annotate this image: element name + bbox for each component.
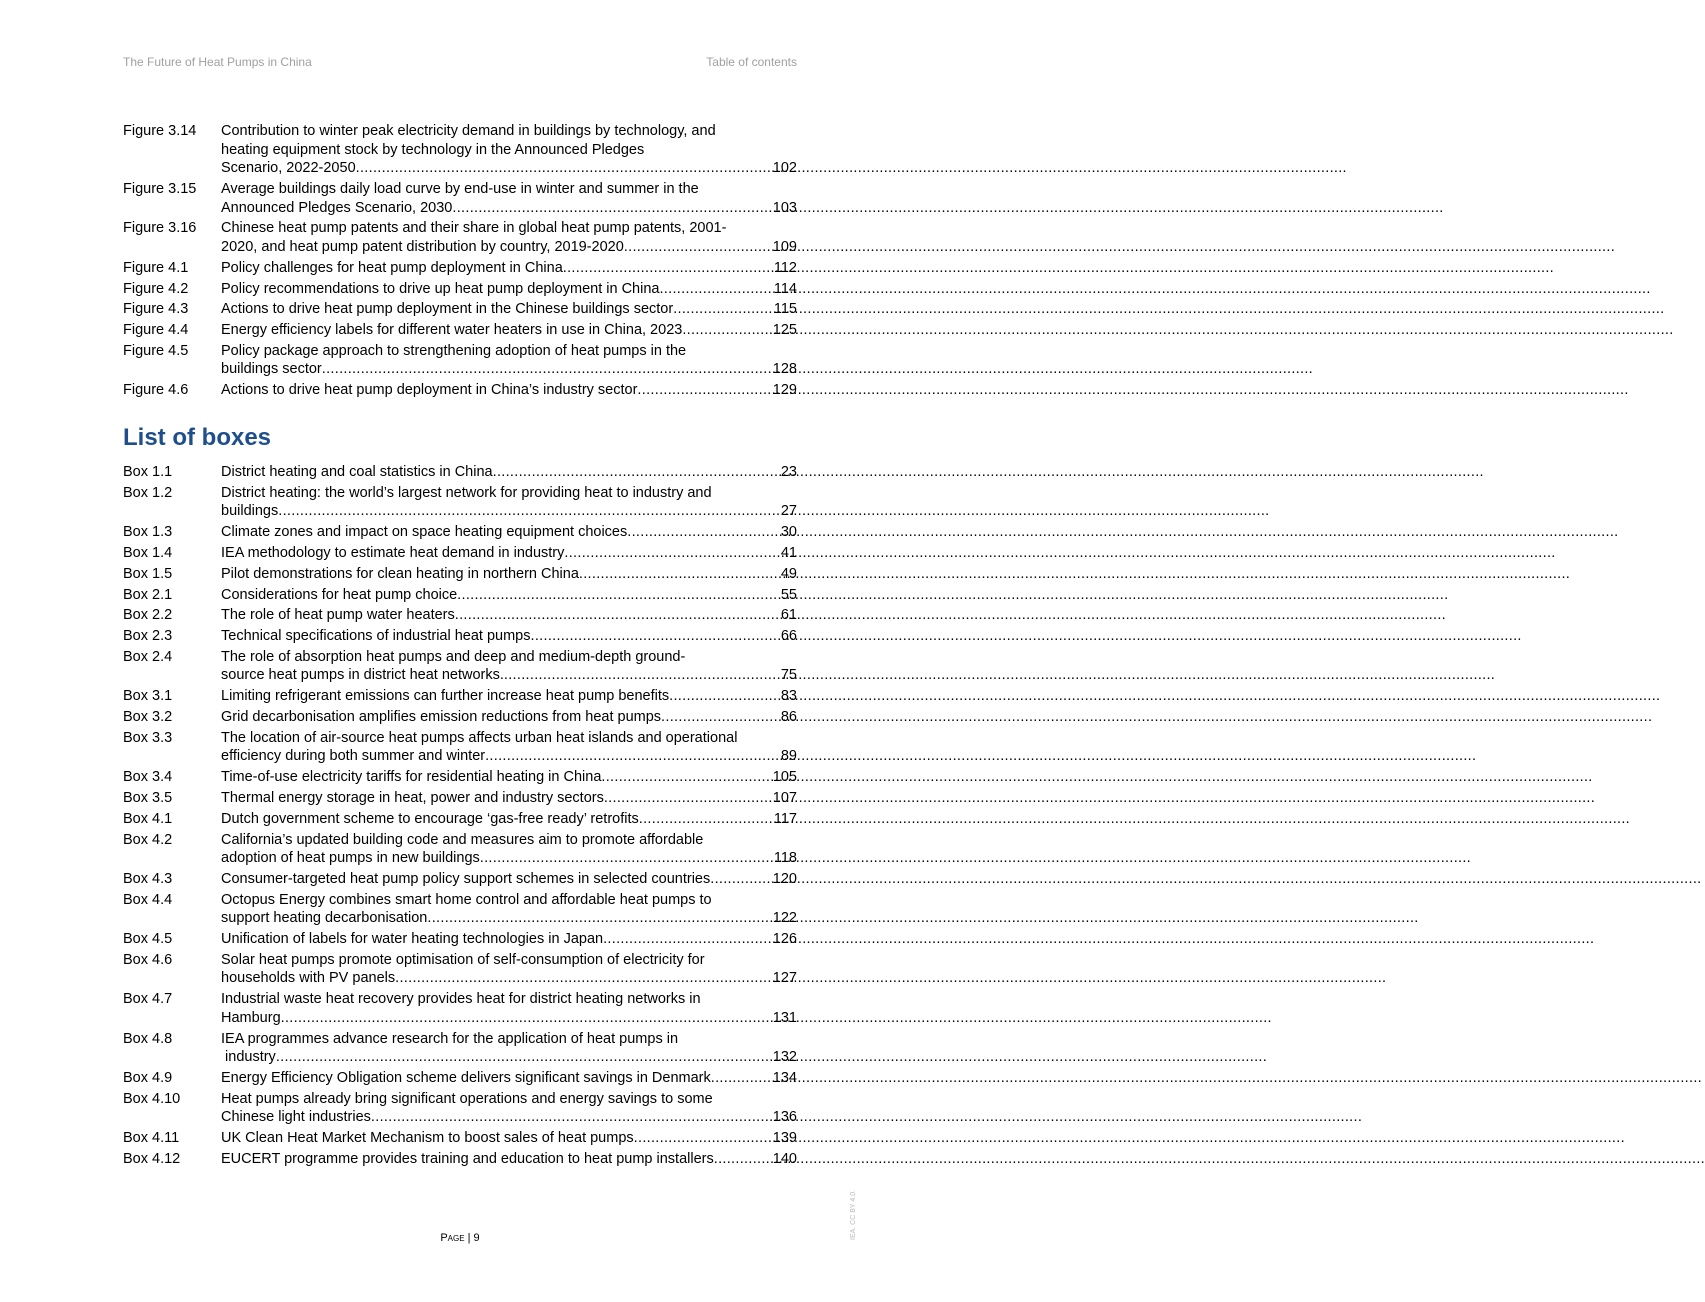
- page-ref: 49: [780, 565, 797, 582]
- entry-title-last-line: [221, 199, 797, 218]
- dot-leader: [480, 849, 772, 868]
- entry-title: [221, 300, 797, 319]
- dot-leader: [371, 1108, 771, 1127]
- page-ref: 134: [772, 1069, 797, 1086]
- box-entry[interactable]: [123, 1069, 797, 1088]
- entry-label: Figure 3.16: [123, 220, 197, 237]
- entry-title: [221, 870, 797, 889]
- dot-leader: [634, 1129, 771, 1148]
- entry-title-last-line: [221, 1048, 797, 1067]
- page-ref: 89: [780, 748, 797, 765]
- entry-title-text: Considerations for heat pump choice: [221, 586, 458, 603]
- page-ref: 127: [772, 970, 797, 987]
- dot-leader: [604, 789, 771, 808]
- dot-leader: [276, 1048, 771, 1067]
- entry-title-text: Energy efficiency labels for different water heaters in use in China, 2023: [221, 322, 683, 339]
- entry-title-line: The role of absorption heat pumps and deep and medium-depth ground-: [221, 648, 686, 665]
- dot-leader: [603, 930, 771, 949]
- figure-entry[interactable]: [123, 180, 797, 217]
- entry-title-text: Time-of-use electricity tariffs for residential heating in China: [221, 769, 602, 786]
- entry-title-text: Limiting refrigerant emissions can further increase heat pump benefits: [221, 688, 670, 705]
- entry-label: Box 4.2: [123, 831, 173, 848]
- page-word: Page: [440, 1232, 465, 1244]
- page-ref: 107: [772, 789, 797, 806]
- page-ref: 103: [772, 199, 797, 216]
- figure-entry[interactable]: [123, 342, 797, 379]
- dot-leader: [661, 708, 779, 727]
- dot-leader: [485, 747, 779, 766]
- dot-leader: [579, 565, 779, 584]
- entry-title-last-line: [221, 300, 797, 319]
- box-entry[interactable]: [123, 523, 797, 542]
- entry-label: Box 4.9: [123, 1069, 173, 1086]
- box-entry[interactable]: [123, 1090, 797, 1127]
- entry-title: [221, 280, 797, 299]
- entry-label: Box 1.2: [123, 484, 173, 501]
- entry-title: [221, 1030, 797, 1067]
- entry-title-last-line: [221, 321, 797, 340]
- entry-title-last-line: [221, 565, 797, 584]
- entry-title: [221, 831, 797, 868]
- entry-title: [221, 463, 797, 482]
- page-ref: 27: [780, 503, 797, 520]
- entry-title: [221, 544, 797, 563]
- running-header-section: Table of contents: [706, 55, 797, 69]
- page-ref: 112: [773, 259, 797, 276]
- entry-title: [221, 951, 797, 988]
- entry-title-text: efficiency during both summer and winter: [221, 748, 486, 765]
- entry-title-text: Announced Pledges Scenario, 2030: [221, 199, 453, 216]
- entry-title: [221, 484, 797, 521]
- page-ref: 131: [772, 1009, 797, 1026]
- page-ref: 109: [772, 238, 797, 255]
- entry-title: [221, 810, 797, 829]
- entry-title-line: Octopus Energy combines smart home control and affordable heat pumps to: [221, 891, 712, 908]
- entry-label: Box 4.12: [123, 1150, 181, 1167]
- entry-label: Box 1.4: [123, 544, 173, 561]
- entry-label: Box 4.10: [123, 1090, 181, 1107]
- entry-label: Box 1.5: [123, 565, 173, 582]
- entry-title-line: Heat pumps already bring significant operations and energy savings to some: [221, 1090, 713, 1107]
- entry-title-last-line: [221, 463, 797, 482]
- page-ref: 125: [772, 322, 797, 339]
- box-entry[interactable]: [123, 627, 797, 646]
- page-ref: 136: [772, 1109, 797, 1126]
- dot-leader: [711, 1069, 771, 1088]
- entry-title: [221, 1069, 797, 1088]
- box-entry[interactable]: [123, 484, 797, 521]
- dot-leader: [427, 909, 770, 928]
- page-ref: 23: [780, 464, 797, 480]
- entry-title-line: District heating: the world’s largest network for providing heat to industry and: [221, 484, 712, 501]
- dot-leader: [457, 586, 779, 605]
- entry-title: [221, 565, 797, 584]
- page-ref: 41: [780, 544, 797, 561]
- entry-title-last-line: [221, 280, 797, 299]
- dot-leader: [669, 687, 779, 706]
- entry-title: [221, 1090, 797, 1127]
- box-entry[interactable]: [123, 870, 797, 889]
- entry-title-last-line: [221, 810, 797, 829]
- entry-title-line: IEA programmes advance research for the application of heat pumps in: [221, 1030, 679, 1047]
- entry-title-text: UK Clean Heat Market Mechanism to boost sales of heat pumps: [221, 1130, 634, 1147]
- dot-leader: [493, 463, 779, 482]
- page-ref: 102: [772, 160, 797, 177]
- dot-leader: [322, 360, 771, 379]
- page-ref: 83: [780, 688, 797, 705]
- entry-label: Box 2.4: [123, 648, 173, 665]
- figure-entry[interactable]: [123, 280, 797, 299]
- entry-title: [221, 708, 797, 727]
- entry-title: [221, 1129, 797, 1148]
- entry-title-text: buildings sector: [221, 361, 322, 378]
- entry-title-last-line: [221, 381, 797, 400]
- entry-title-text: Actions to drive heat pump deployment in the Chinese buildings sector: [221, 301, 674, 318]
- entry-title-line: Solar heat pumps promote optimisation of self-consumption of electricity for: [221, 951, 705, 968]
- page-footer: [0, 1232, 920, 1244]
- page-ref: 122: [772, 910, 797, 927]
- dot-leader: [637, 381, 770, 400]
- entry-label: Box 2.2: [123, 607, 173, 624]
- page-ref: 140: [772, 1150, 797, 1167]
- running-header-title: The Future of Heat Pumps in China: [123, 55, 312, 69]
- box-entry[interactable]: [123, 1150, 797, 1169]
- page-separator: |: [464, 1232, 474, 1244]
- figure-entry[interactable]: [123, 259, 797, 278]
- entry-title-text: The role of heat pump water heaters: [221, 607, 455, 624]
- entry-title-last-line: [221, 1150, 797, 1169]
- dot-leader: [639, 810, 772, 829]
- entry-title: [221, 768, 797, 787]
- dot-leader: [714, 1150, 771, 1169]
- entry-title-last-line: [221, 1129, 797, 1148]
- entry-title-text: adoption of heat pumps in new buildings: [221, 850, 480, 867]
- entry-title-text: EUCERT programme provides training and education to heat pump installers: [221, 1150, 714, 1167]
- entry-title-last-line: [221, 360, 797, 379]
- entry-title: [221, 687, 797, 706]
- box-entry[interactable]: [123, 930, 797, 949]
- entry-title-last-line: [221, 259, 797, 278]
- entry-label: Box 4.3: [123, 870, 173, 887]
- entry-title-text: Hamburg: [221, 1009, 281, 1026]
- entry-title-last-line: [221, 768, 797, 787]
- entry-title-last-line: [221, 789, 797, 808]
- entry-title-text: Climate zones and impact on space heating equipment choices: [221, 524, 628, 541]
- entry-title-text: buildings: [221, 503, 279, 520]
- entry-title: [221, 789, 797, 808]
- page-ref: 86: [780, 709, 797, 725]
- entry-label: Box 1.3: [123, 524, 173, 541]
- entry-title: [221, 990, 797, 1027]
- box-entry[interactable]: [123, 565, 797, 584]
- box-entry[interactable]: [123, 789, 797, 808]
- entry-title-text: Chinese light industries: [221, 1109, 371, 1126]
- entry-title-last-line: [221, 159, 797, 178]
- entry-title-line: Policy package approach to strengthening adoption of heat pumps in the: [221, 342, 687, 359]
- page-ref: 30: [780, 524, 797, 541]
- entry-title-line: Industrial waste heat recovery provides heat for district heating networks in: [221, 991, 701, 1008]
- box-entry[interactable]: [123, 687, 797, 706]
- dot-leader: [531, 627, 779, 646]
- box-entry[interactable]: [123, 586, 797, 605]
- entry-title: [221, 259, 797, 278]
- dot-leader: [455, 606, 779, 625]
- entry-label: Figure 4.4: [123, 322, 189, 339]
- entry-title-last-line: [221, 1108, 797, 1127]
- entry-title-line: The location of air-source heat pumps affects urban heat islands and operational: [221, 729, 738, 746]
- dot-leader: [710, 870, 771, 889]
- entry-label: Figure 4.6: [123, 382, 189, 399]
- entry-title-text: Consumer-targeted heat pump policy support schemes in selected countries: [221, 870, 711, 887]
- entry-title: [221, 606, 797, 625]
- box-entry[interactable]: [123, 951, 797, 988]
- page-number: 9: [473, 1232, 480, 1244]
- page-ref: 115: [773, 301, 797, 318]
- entry-title-last-line: [221, 930, 797, 949]
- dot-leader: [624, 238, 771, 257]
- entry-title: [221, 342, 797, 379]
- entry-title-text: Energy Efficiency Obligation scheme delivers significant savings in Denmark: [221, 1069, 711, 1086]
- entry-title-text: Scenario, 2022-2050: [221, 160, 356, 177]
- box-entry[interactable]: [123, 768, 797, 787]
- dot-leader: [504, 666, 779, 685]
- figure-entry[interactable]: [123, 300, 797, 319]
- dot-leader: [563, 259, 772, 278]
- entry-label: Box 4.6: [123, 951, 173, 968]
- entry-label: Figure 4.2: [123, 280, 189, 297]
- page-ref: 129: [772, 382, 797, 399]
- entry-title-text: Technical specifications of industrial heat pumps: [221, 628, 531, 645]
- entry-title-text: Pilot demonstrations for clean heating in northern China: [221, 565, 579, 582]
- entry-title-text: Policy challenges for heat pump deployment in China: [221, 259, 563, 276]
- page-ref: 120: [772, 870, 797, 887]
- entry-title-last-line: [221, 586, 797, 605]
- box-entry[interactable]: [123, 463, 797, 482]
- entry-title-text: 2020, and heat pump patent distribution by country, 2019-2020: [221, 238, 624, 255]
- box-entry[interactable]: [123, 810, 797, 829]
- box-entry[interactable]: [123, 729, 797, 766]
- entry-title: [221, 122, 797, 178]
- entry-title-last-line: [221, 969, 797, 988]
- box-entry[interactable]: [123, 544, 797, 563]
- page-ref: 105: [772, 769, 797, 786]
- entry-title-text: Actions to drive heat pump deployment in China’s industry sector: [221, 382, 638, 399]
- entry-label: Box 4.7: [123, 991, 173, 1008]
- entry-title-last-line: [221, 606, 797, 625]
- entry-title: [221, 648, 797, 685]
- entry-title-last-line: [221, 708, 797, 727]
- entry-label: Box 3.4: [123, 769, 173, 786]
- entry-label: Box 4.11: [123, 1130, 180, 1147]
- dot-leader: [627, 523, 779, 542]
- entry-title-text: industry: [221, 1049, 276, 1066]
- box-entry[interactable]: [123, 891, 797, 928]
- entry-title-text: Policy recommendations to drive up heat pump deployment in China: [221, 280, 660, 297]
- entry-title-text: IEA methodology to estimate heat demand in industry: [221, 544, 565, 561]
- page-ref: 55: [780, 586, 797, 603]
- entry-title: [221, 891, 797, 928]
- box-entry[interactable]: [123, 990, 797, 1027]
- dot-leader: [601, 768, 770, 787]
- entry-label: Box 1.1: [123, 464, 173, 480]
- entry-title-text: households with PV panels: [221, 970, 396, 987]
- entry-title-text: Thermal energy storage in heat, power and industry sectors: [221, 789, 604, 806]
- box-entry[interactable]: [123, 1129, 797, 1148]
- entry-title-line: Average buildings daily load curve by end-use in winter and summer in the: [221, 180, 699, 197]
- figure-entry[interactable]: [123, 381, 797, 400]
- page-ref: 66: [780, 628, 797, 645]
- entry-title: [221, 729, 797, 766]
- entry-label: Box 4.8: [123, 1030, 173, 1047]
- dot-leader: [452, 199, 770, 218]
- entry-title: [221, 1150, 797, 1169]
- list-of-figures: [123, 122, 797, 402]
- page-ref: 61: [780, 607, 797, 624]
- page-ref: 132: [772, 1049, 797, 1066]
- entry-title-text: District heating and coal statistics in China: [221, 464, 493, 480]
- entry-label: Box 2.1: [123, 586, 173, 603]
- entry-label: Figure 4.1: [123, 259, 189, 276]
- box-entry[interactable]: [123, 708, 797, 727]
- entry-title: [221, 381, 797, 400]
- entry-title-last-line: [221, 544, 797, 563]
- dot-leader: [673, 300, 772, 319]
- dot-leader: [278, 502, 779, 521]
- dot-leader: [682, 321, 770, 340]
- entry-title-text: source heat pumps in district heat networks.: [221, 667, 504, 684]
- entry-title: [221, 180, 797, 217]
- entry-label: Figure 3.14: [123, 123, 197, 139]
- entry-label: Box 3.2: [123, 709, 173, 725]
- entry-title-last-line: [221, 870, 797, 889]
- entry-title-text: Unification of labels for water heating technologies in Japan: [221, 931, 604, 948]
- dot-leader: [356, 159, 771, 178]
- entry-title: [221, 627, 797, 646]
- list-of-boxes-heading: List of boxes: [123, 424, 272, 451]
- entry-label: Box 2.3: [123, 628, 173, 645]
- entry-label: Box 3.1: [123, 688, 173, 705]
- page-ref: 126: [772, 931, 797, 948]
- entry-label: Box 3.3: [123, 729, 173, 746]
- entry-title-last-line: [221, 666, 797, 685]
- page-ref: 114: [773, 280, 797, 297]
- entry-title-last-line: [221, 523, 797, 542]
- dot-leader: [395, 969, 771, 988]
- box-entry[interactable]: [123, 606, 797, 625]
- entry-title: [221, 523, 797, 542]
- entry-label: Box 4.1: [123, 810, 173, 827]
- box-entry[interactable]: [123, 1030, 797, 1067]
- page-ref: 139: [772, 1130, 797, 1147]
- entry-title-text: support heating decarbonisation: [221, 910, 428, 927]
- entry-title-last-line: [221, 238, 797, 257]
- entry-title-line: Contribution to winter peak electricity demand in buildings by technology, and: [221, 123, 716, 139]
- entry-label: Figure 4.5: [123, 342, 189, 359]
- entry-title: [221, 321, 797, 340]
- entry-label: Figure 4.3: [123, 301, 189, 318]
- entry-label: Box 4.5: [123, 931, 173, 948]
- page-ref: 118: [773, 850, 797, 867]
- entry-title: [221, 930, 797, 949]
- entry-title-last-line: [221, 502, 797, 521]
- license-note: IEA. CC BY 4.0.: [850, 1189, 857, 1240]
- list-of-boxes: [123, 463, 797, 1171]
- entry-title-last-line: [221, 1069, 797, 1088]
- dot-leader: [281, 1009, 771, 1028]
- entry-title-last-line: [221, 849, 797, 868]
- box-entry[interactable]: [123, 648, 797, 685]
- page-ref: 75: [780, 667, 797, 684]
- entry-label: Box 4.4: [123, 891, 173, 908]
- figure-entry[interactable]: [123, 122, 797, 178]
- page-ref: 128: [772, 361, 797, 378]
- dot-leader: [659, 280, 771, 299]
- entry-title-last-line: [221, 687, 797, 706]
- entry-title-line: Chinese heat pump patents and their share in global heat pump patents, 2001-: [221, 220, 727, 237]
- figure-entry[interactable]: [123, 219, 797, 256]
- entry-title-text: Grid decarbonisation amplifies emission reductions from heat pumps: [221, 709, 662, 725]
- entry-title-line: California’s updated building code and measures aim to promote affordable: [221, 831, 704, 848]
- entry-label: Box 3.5: [123, 789, 173, 806]
- entry-title-text: Dutch government scheme to encourage ‘gas-free ready’ retrofits: [221, 810, 639, 827]
- entry-title-last-line: [221, 627, 797, 646]
- box-entry[interactable]: [123, 831, 797, 868]
- entry-title-last-line: [221, 747, 797, 766]
- entry-title-last-line: [221, 909, 797, 928]
- entry-title: [221, 586, 797, 605]
- entry-title-last-line: [221, 1009, 797, 1028]
- entry-title: [221, 219, 797, 256]
- entry-title-line: heating equipment stock by technology in the Announced Pledges: [221, 141, 645, 158]
- dot-leader: [564, 544, 778, 563]
- page-ref: 117: [773, 810, 797, 827]
- entry-label: Figure 3.15: [123, 180, 197, 197]
- figure-entry[interactable]: [123, 321, 797, 340]
